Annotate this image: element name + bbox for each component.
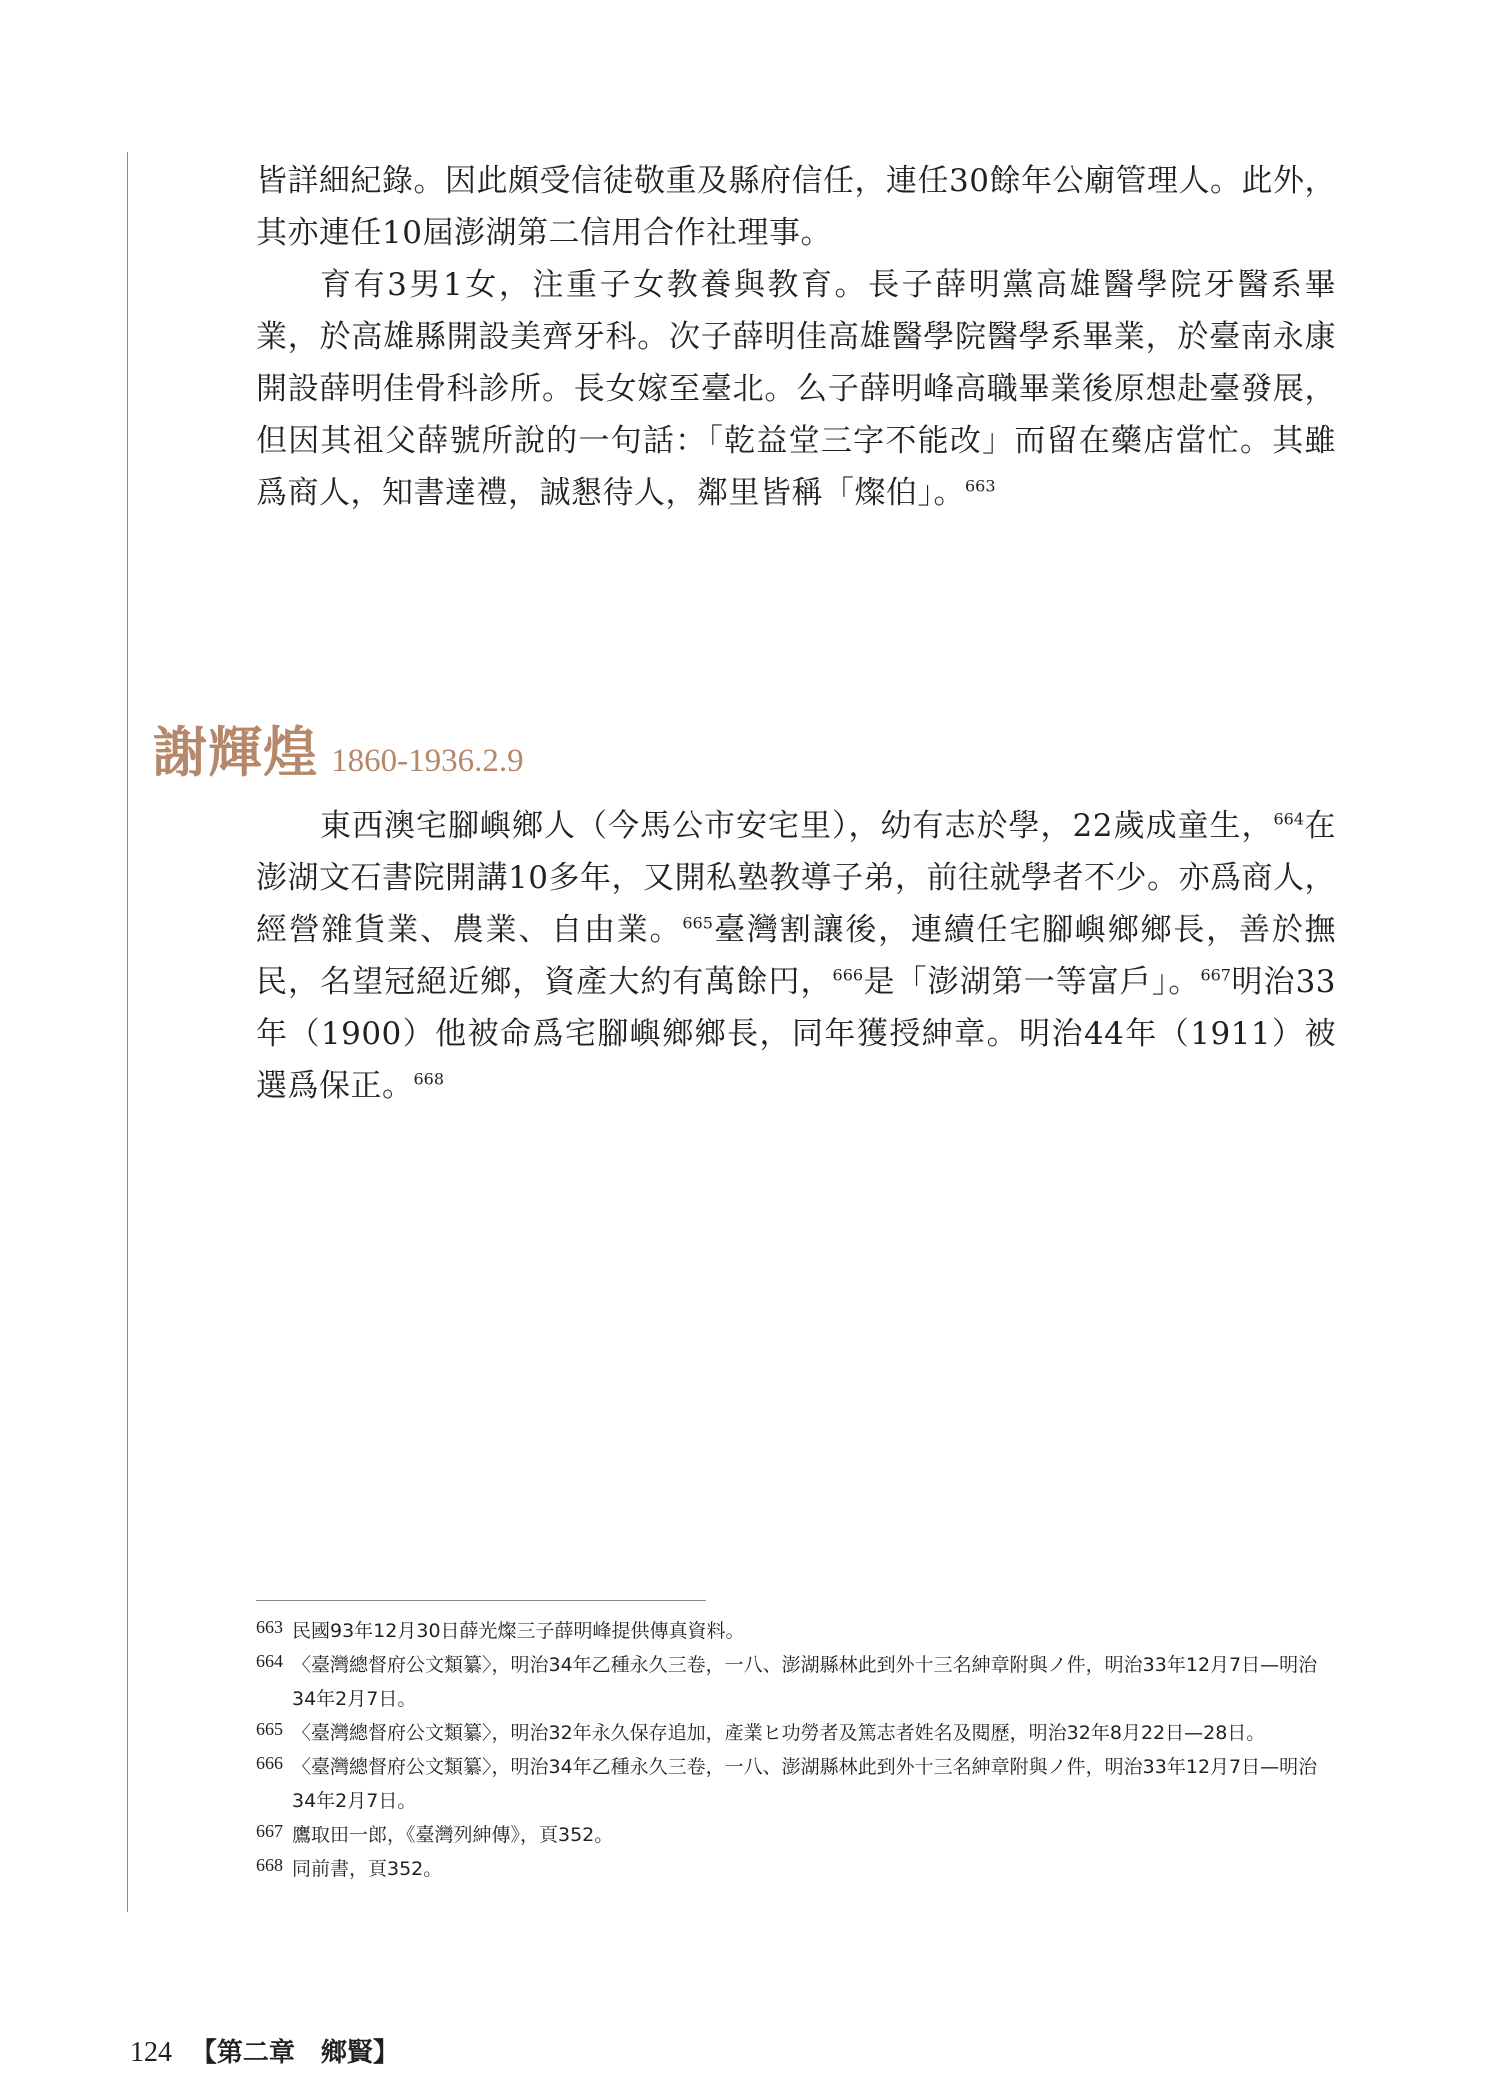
segment-5: 明治33年（1900）他被命爲宅腳嶼鄉鄉長，同年獲授紳章。明治44年（1911）被選爲保正。 xyxy=(256,964,1337,1104)
footnote-ref-668[interactable]: 668 xyxy=(413,1069,445,1089)
footnote-number: 668 xyxy=(256,1855,283,1875)
footnote-ref-664[interactable]: 664 xyxy=(1273,809,1304,829)
section-dates: 1860-1936.2.9 xyxy=(331,743,524,779)
footnote-number: 665 xyxy=(256,1719,283,1739)
segment-3: 臺灣割讓後，連續任宅腳嶼鄉鄉長，善於撫民，名望冠絕近鄉，資產大約有萬餘円， xyxy=(256,912,1337,1000)
section-paragraph xyxy=(256,800,1336,1112)
footnote-item xyxy=(256,1716,1336,1750)
footnote-text: 〈臺灣總督府公文類纂〉，明治34年乙種永久三卷，一八、澎湖縣林此到外十三名紳章附與ノ件，明治33年12月7日—明治34年2月7日。 xyxy=(292,1654,1318,1710)
footnote-number: 667 xyxy=(256,1821,283,1841)
paragraph-1: 皆詳細紀錄。因此頗受信徒敬重及縣府信任，連任30餘年公廟管理人。此外，其亦連任10屆澎湖第二信用合作社理事。 xyxy=(256,163,1336,251)
segment-4: 是「澎湖第一等富戶」。 xyxy=(863,964,1201,1000)
footnote-number: 664 xyxy=(256,1651,283,1671)
page-footer xyxy=(130,2032,399,2069)
footnote-text: 民國93年12月30日薛光燦三子薛明峰提供傳真資料。 xyxy=(292,1620,745,1642)
footnote-text: 鷹取田一郎，《臺灣列紳傳》，頁352。 xyxy=(292,1824,614,1846)
segment-1: 東西澳宅腳嶼鄉人（今馬公市安宅里），幼有志於學，22歲成童生， xyxy=(320,808,1274,844)
footnote-item xyxy=(256,1750,1336,1818)
footnote-item xyxy=(256,1614,1336,1648)
footnote-item xyxy=(256,1852,1336,1886)
chapter-label: 【第二章 鄉賢】 xyxy=(190,2038,399,2068)
footnote-ref-665[interactable]: 665 xyxy=(682,913,713,933)
page-number: 124 xyxy=(130,2037,172,2068)
footnote-text: 同前書，頁352。 xyxy=(292,1858,443,1880)
footnote-ref-667[interactable]: 667 xyxy=(1200,965,1231,985)
footnote-number: 666 xyxy=(256,1753,283,1773)
segment-2: 在澎湖文石書院開講10多年，又開私塾教導子弟，前往就學者不少。亦爲商人，經營雜貨業、農業、自由業。 xyxy=(256,808,1336,948)
section-name: 謝輝煌 xyxy=(153,721,318,784)
footnote-ref-663[interactable]: 663 xyxy=(965,476,996,496)
footnote-number: 663 xyxy=(256,1617,283,1637)
footnotes xyxy=(256,1614,1336,1886)
footnote-item xyxy=(256,1818,1336,1852)
footnote-text: 〈臺灣總督府公文類纂〉，明治34年乙種永久三卷，一八、澎湖縣林此到外十三名紳章附與ノ件，明治33年12月7日—明治34年2月7日。 xyxy=(292,1756,1318,1812)
margin-rule xyxy=(127,152,128,1912)
section-body xyxy=(256,800,1336,1112)
footnote-text: 〈臺灣總督府公文類纂〉，明治32年永久保存追加，產業ヒ功勞者及篤志者姓名及閱歷，明治32年8月22日—28日。 xyxy=(292,1722,1266,1744)
paragraph-2-text: 育有3男1女，注重子女教養與教育。長子薛明黨高雄醫學院牙醫系畢業，於高雄縣開設美齊牙科。次子薛明佳高雄醫學院醫學系畢業，於臺南永康開設薛明佳骨科診所。長女嫁至臺北。么子薛明峰高職畢業後原想赴臺發展，但因其祖父薛號所說的一句話：「乾益堂三字不能改」而留在藥店當忙。其雖爲商人，知書達禮，誠懇待人，鄰里皆稱「燦伯」。 xyxy=(256,267,1336,511)
footnote-rule xyxy=(256,1600,706,1601)
section-heading xyxy=(153,710,524,787)
biography-continued xyxy=(256,155,1336,519)
footnote-item xyxy=(256,1648,1336,1716)
paragraph-2 xyxy=(256,259,1336,519)
footnote-ref-666[interactable]: 666 xyxy=(832,965,864,985)
